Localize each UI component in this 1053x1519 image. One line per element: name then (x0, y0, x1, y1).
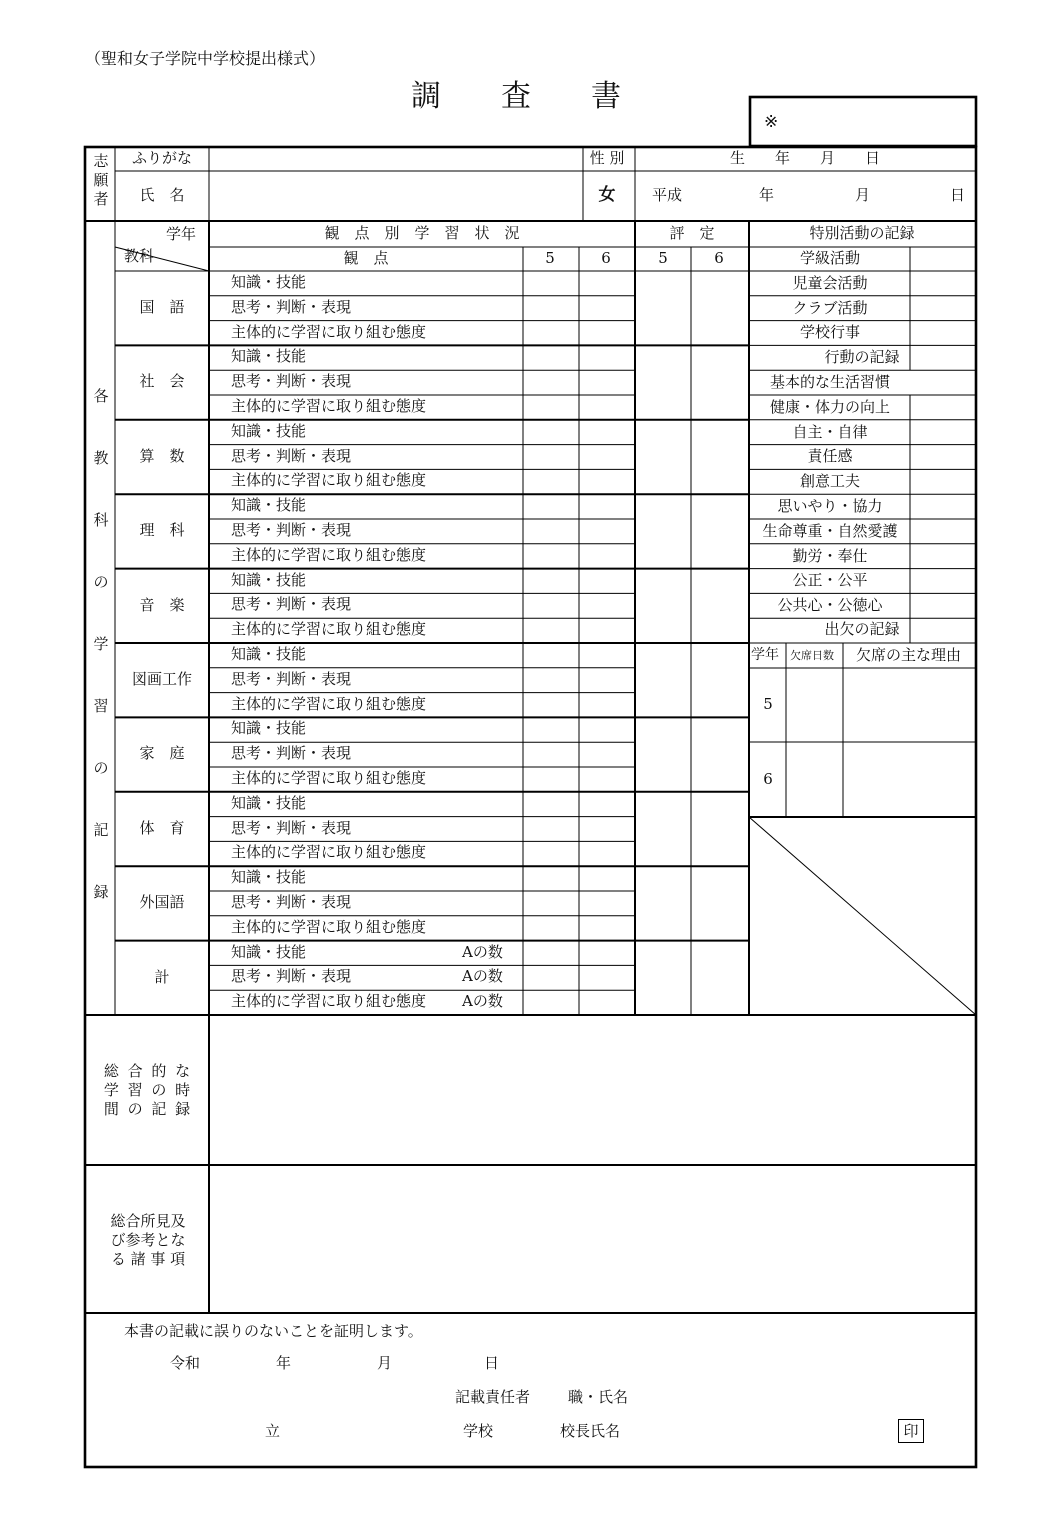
a-count-label: Aの数 (462, 942, 503, 961)
special-activity-item: 児童会活動 (792, 273, 868, 292)
cert-year-label: 年 (276, 1354, 292, 1372)
subject-name: 家 庭 (139, 744, 185, 763)
absence-reason-label: 欠席の主な理由 (856, 646, 962, 664)
cert-era: 令和 (170, 1354, 201, 1372)
kanten-label: 主体的に学習に取り組む態度 (231, 397, 427, 415)
document-title: 調 査 書 (411, 79, 621, 114)
kanten-label: 主体的に学習に取り組む態度 (231, 769, 427, 787)
hyotei-grade-6: 6 (714, 249, 724, 267)
kanten-label: 思考・判断・表現 (231, 595, 352, 614)
behavior-item: 創意工夫 (799, 472, 861, 491)
kanten-label: 主体的に学習に取り組む態度 (231, 545, 427, 564)
integrated-study-label: 総 合 的 な 学 習 の 時 間 の 記 録 (103, 1062, 193, 1118)
kanten-grade-6: 6 (601, 249, 611, 267)
behavior-header: 行動の記録 (824, 348, 900, 366)
seal-mark: 印 (898, 1419, 924, 1443)
furigana-label: ふりがな (131, 149, 193, 167)
subject-name: 図画工作 (131, 670, 193, 688)
writer-label: 記載責任者 (455, 1388, 531, 1406)
remarks-label: 総合所見及 び参考とな る 諸 事 項 (110, 1212, 186, 1268)
behavior-item: 公正・公平 (792, 571, 868, 590)
attendance-grade-5: 5 (763, 695, 773, 713)
kanten-label: 主体的に学習に取り組む態度 (231, 620, 427, 639)
kanten-label: 知識・技能 (231, 793, 307, 812)
special-activity-item: 学校行事 (799, 323, 861, 342)
kanten-label: 知識・技能 (231, 719, 307, 738)
kanten-label: 知識・技能 (231, 421, 307, 440)
subject-name: 社 会 (139, 372, 185, 391)
subjects-side-label: 各 教 科 の 学 習 の 記 録 (93, 387, 109, 901)
attendance-header: 出欠の記録 (824, 620, 900, 638)
dob-day-label: 日 (950, 186, 966, 204)
kanten-label: 主体的に学習に取り組む態度 (231, 471, 427, 490)
kanten-label: 知識・技能 (231, 570, 307, 589)
kanten-label: 知識・技能 (231, 942, 307, 961)
position-name-label: 職・氏名 (568, 1388, 629, 1406)
applicant-side-label: 志 願 者 (93, 152, 109, 208)
behavior-item: 責任感 (807, 447, 853, 466)
cert-month-label: 月 (377, 1354, 393, 1372)
public-label: 立 (265, 1422, 281, 1440)
behavior-item: 基本的な生活習慣 (769, 373, 891, 391)
subject-corner-label: 教科 (124, 247, 155, 265)
behavior-item: 自主・自律 (792, 422, 868, 441)
kanten-label: 思考・判断・表現 (231, 297, 352, 316)
kanten-label: 主体的に学習に取り組む態度 (231, 322, 427, 341)
kanten-label: 思考・判断・表現 (231, 818, 352, 837)
kanten-label: 知識・技能 (231, 645, 307, 663)
kanten-label: 思考・判断・表現 (231, 967, 352, 986)
kanten-status-header: 観 点 別 学 習 状 況 (324, 224, 520, 242)
special-activity-item: 学級活動 (799, 249, 861, 267)
hyotei-grade-5: 5 (658, 249, 668, 267)
blank-area-diagonal (749, 817, 976, 1015)
kanten-label: 知識・技能 (231, 347, 307, 366)
cert-day-label: 日 (484, 1354, 500, 1372)
kanten-label: 主体的に学習に取り組む態度 (231, 843, 427, 862)
school-label: 学校 (463, 1422, 494, 1440)
subject-name: 音 楽 (139, 595, 185, 614)
absence-days-label: 欠席日数 (790, 649, 834, 662)
kanten-label: 主体的に学習に取り組む態度 (231, 992, 427, 1011)
behavior-item: 思いやり・協力 (777, 497, 883, 515)
kanten-label: 知識・技能 (231, 868, 307, 887)
subject-name: 体 育 (139, 818, 185, 837)
dob-month-label: 月 (855, 186, 871, 204)
certification-statement: 本書の記載に誤りのないことを証明します。 (124, 1322, 423, 1340)
dob-era: 平成 (652, 186, 683, 204)
subject-name: 理 科 (139, 521, 185, 540)
sex-label: 性 別 (589, 149, 625, 167)
behavior-item: 生命尊重・自然愛護 (762, 521, 898, 540)
sex-value: 女 (598, 185, 616, 205)
kanten-label: 主体的に学習に取り組む態度 (231, 917, 427, 936)
kanten-label: 主体的に学習に取り組む態度 (231, 694, 427, 713)
a-count-label: Aの数 (462, 967, 503, 986)
hyotei-header: 評 定 (669, 224, 715, 242)
behavior-item: 公共心・公徳心 (777, 596, 883, 615)
a-count-label: Aの数 (462, 992, 503, 1011)
kanten-grade-5: 5 (545, 249, 555, 267)
kanten-header: 観 点 (343, 249, 389, 267)
kanten-label: 思考・判断・表現 (231, 744, 352, 763)
stamp-box-mark: ※ (764, 112, 779, 132)
kanten-label: 知識・技能 (231, 496, 307, 515)
special-activities-header: 特別活動の記録 (809, 224, 915, 242)
submission-format-label: （聖和女子学院中学校提出様式） (85, 49, 326, 68)
attendance-grade-label: 学年 (751, 647, 779, 663)
grade-corner-label: 学年 (166, 225, 197, 243)
kanten-label: 知識・技能 (231, 273, 307, 291)
total-label: 計 (154, 967, 170, 986)
kanten-label: 思考・判断・表現 (231, 521, 352, 539)
subject-name: 算 数 (139, 446, 185, 465)
attendance-grade-6: 6 (763, 770, 773, 788)
dob-header: 生 年 月 日 (729, 149, 881, 167)
behavior-item: 勤労・奉仕 (792, 546, 868, 565)
special-activity-item: クラブ活動 (792, 298, 868, 317)
kanten-label: 思考・判断・表現 (231, 372, 352, 391)
principal-name-label: 校長氏名 (560, 1422, 621, 1440)
kanten-label: 思考・判断・表現 (231, 669, 352, 688)
subject-name: 外国語 (139, 893, 185, 912)
subject-name: 国 語 (139, 298, 185, 316)
kanten-label: 思考・判断・表現 (231, 446, 352, 465)
kanten-label: 思考・判断・表現 (231, 893, 352, 911)
name-label: 氏 名 (139, 186, 185, 204)
behavior-item: 健康・体力の向上 (769, 397, 891, 416)
dob-year-label: 年 (759, 186, 775, 204)
